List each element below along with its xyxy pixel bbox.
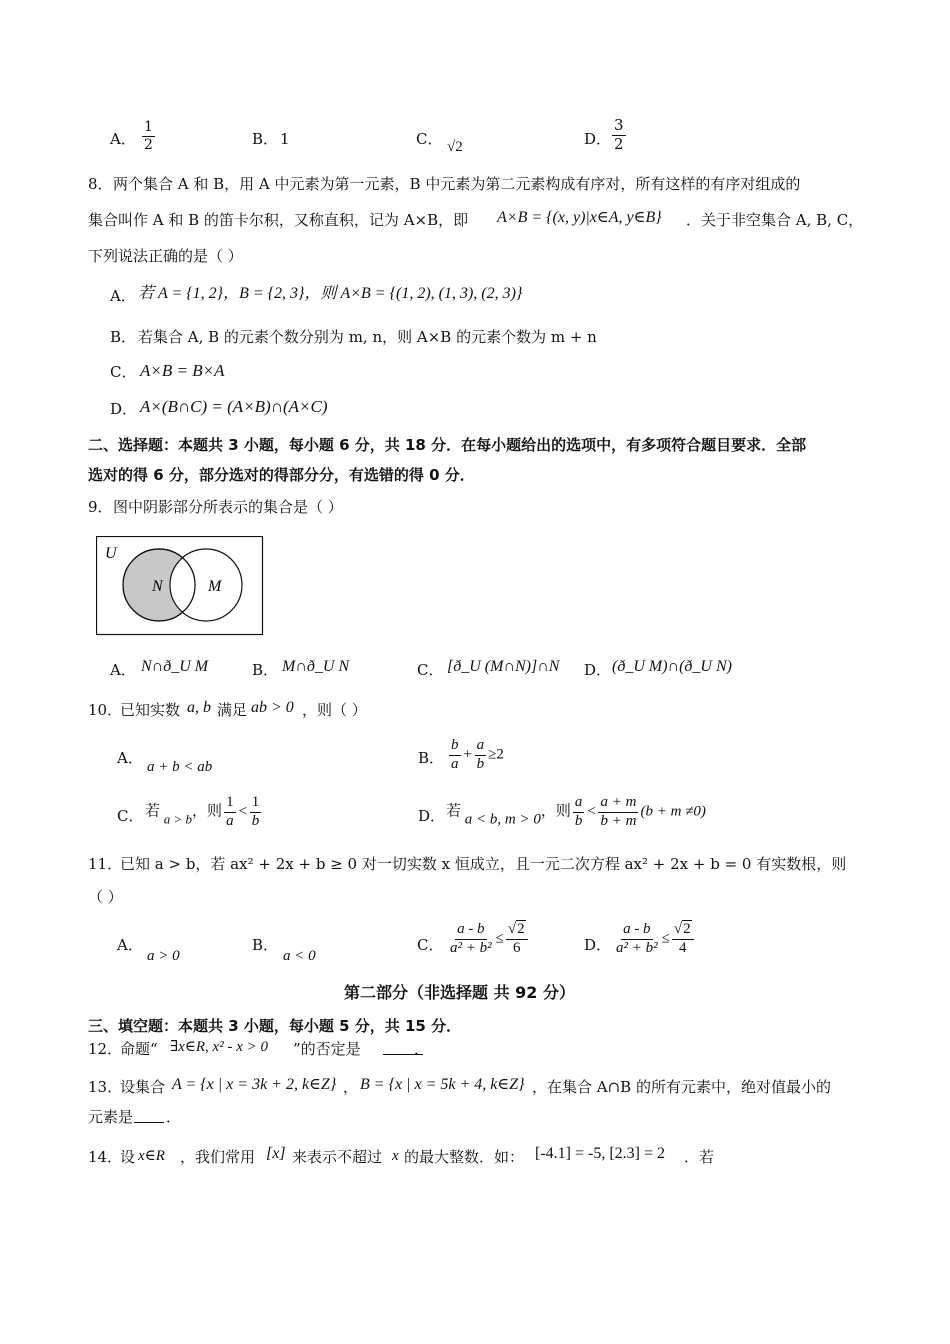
q9-option-d-text: (ð_U M)∩(ð_U N) <box>612 658 732 675</box>
q8-option-c-label: C． <box>110 363 137 381</box>
section2-line1: 二、选择题：本题共 3 小题，每小题 6 分，共 18 分．在每小题给出的选项中，有多项符合题目要求．全部 <box>88 436 807 454</box>
q7-option-c-label: C． <box>416 130 443 148</box>
q8-option-b-text: 若集合 A, B 的元素个数分别为 m, n，则 A×B 的元素个数为 m + n <box>138 328 597 346</box>
q11-number: 11． <box>88 855 123 873</box>
q14-condition: x∈R <box>138 1148 165 1164</box>
q9-number: 9． <box>88 498 113 516</box>
q7-option-c-value: √2 <box>447 139 463 155</box>
q11-option-a-text: a > 0 <box>147 948 180 964</box>
q10-option-c-text: 若 a > b，则 $\frac{1}{a}$ < $\frac{1}{b}$ <box>145 794 260 829</box>
q8-option-d-label: D． <box>110 400 138 418</box>
q8-line2-text: 集合叫作 A 和 B 的笛卡尔积，又称直积，记为 A×B，即 <box>88 211 469 229</box>
q11-option-b-text: a < 0 <box>283 948 316 964</box>
q10-text-a: 已知实数 <box>120 701 181 719</box>
q12-number: 12． <box>88 1040 123 1058</box>
q13-line2: 元素是 <box>88 1108 134 1126</box>
q7-option-a-value: $\frac{1}{2}$ <box>144 119 153 153</box>
section3-title: 三、填空题：本题共 3 小题，每小题 5 分，共 15 分． <box>88 1017 462 1035</box>
q7-option-b-value: 1 <box>280 130 290 148</box>
q10-option-d-label: D． <box>418 807 446 825</box>
q7-option-d-label: D． <box>584 130 612 148</box>
q14-text-a: 设 <box>120 1148 136 1166</box>
venn-diagram <box>96 536 264 636</box>
q13-set-a: A = {x | x = 3k + 2, k∈Z} <box>172 1076 337 1093</box>
q8-line2-tail: ．关于非空集合 A, B, C， <box>686 211 864 229</box>
q9-option-b-text: M∩ð_U N <box>282 658 350 675</box>
q9-option-a-label: A． <box>110 661 136 679</box>
q14-example: [-4.1] = -5, [2.3] = 2 <box>535 1145 666 1162</box>
q11-option-d-label: D． <box>584 936 612 954</box>
q10-number: 10． <box>88 701 123 719</box>
part2-title: 第二部分（非选择题 共 92 分） <box>344 983 575 1002</box>
section2-line2: 选对的得 6 分，部分选对的得部分分，有选错的得 0 分． <box>88 466 475 484</box>
q13-text-b: ，在集合 A∩B 的所有元素中，绝对值最小的 <box>532 1078 831 1096</box>
q12-formula: ∃x∈R, x² - x > 0 <box>170 1039 268 1055</box>
q14-text-d: 的最大整数．如： <box>404 1148 525 1166</box>
q10-option-b-text: $\frac{b}{a}$ + $\frac{a}{b}$ ≥2 <box>451 737 504 772</box>
q8-cartesian-formula: A×B = {(x, y)|x∈A, y∈B} <box>497 209 662 226</box>
q13-end: ． <box>166 1108 182 1126</box>
q14-text-c: 来表示不超过 <box>292 1148 383 1166</box>
q12-text-a: 命题“ <box>120 1040 158 1058</box>
q10-text-b: 满足 <box>217 701 248 719</box>
q11-text: 已知 a > b，若 ax² + 2x + b ≥ 0 对一切实数 x 恒成立，且一元二次方程 ax² + 2x + b = 0 有实数根，则 <box>120 855 847 873</box>
q11-option-c-text: $\frac{a - b}{\text{a² + b²}}$ ≤ $\frac{√2}{6}$ <box>446 922 530 957</box>
q14-bracket: [x] <box>266 1145 286 1162</box>
q12-text-b: ”的否定是 <box>293 1040 361 1058</box>
q8-option-d-text: A×(B∩C) = (A×B)∩(A×C) <box>140 397 328 416</box>
q8-option-a-label: A． <box>110 287 136 305</box>
q10-option-a-label: A． <box>117 749 143 767</box>
q10-option-c-label: C． <box>117 807 144 825</box>
q9-option-d-label: D． <box>584 661 612 679</box>
q8-line1: 两个集合 A 和 B，用 A 中元素为第一元素，B 中元素为第二元素构成有序对，所有这样的有序对组成的 <box>113 175 801 193</box>
q10-option-d-text: 若 a < b, m > 0，则 $\frac{a}{b}$ < $\frac{a + m}{b + m}$ (b + m ≠0) <box>446 794 706 829</box>
q9-text: 图中阴影部分所表示的集合是（ ） <box>113 498 343 516</box>
set-m-label: M <box>208 578 222 595</box>
q13-number: 13． <box>88 1078 123 1096</box>
q10-option-a-text: a + b < ab <box>147 759 213 775</box>
q11-option-a-label: A． <box>117 936 143 954</box>
q13-text-a: 设集合 <box>120 1078 166 1096</box>
q10-condition: ab > 0 <box>251 699 294 716</box>
q12-end: ． <box>414 1040 430 1058</box>
q13-sep: ， <box>343 1078 359 1096</box>
q7-option-a-label: A． <box>110 130 136 148</box>
q14-text-e: ．若 <box>684 1148 715 1166</box>
universe-label: U <box>105 545 117 562</box>
q14-var: x <box>392 1148 399 1164</box>
q7-option-b-label: B． <box>252 130 279 148</box>
q10-vars: a, b <box>187 699 211 716</box>
q13-answer-blank <box>134 1110 164 1126</box>
q14-text-b: ，我们常用 <box>180 1148 256 1166</box>
q8-option-b-label: B． <box>110 328 137 346</box>
q8-option-a-text: 若 A = {1, 2}，B = {2, 3}，则 A×B = {(1, 2), (1, 3), (2, 3)} <box>138 285 523 302</box>
q13-set-b: B = {x | x = 5k + 4, k∈Z} <box>360 1076 525 1093</box>
q8-number: 8． <box>88 175 113 193</box>
q9-option-c-text: [ð_U (M∩N)]∩N <box>447 658 560 675</box>
q9-option-c-label: C． <box>417 661 444 679</box>
q8-line3: 下列说法正确的是（ ） <box>88 247 243 265</box>
q9-option-b-label: B． <box>252 661 279 679</box>
q9-option-a-text: N∩ð_U M <box>141 658 209 675</box>
set-n-label: N <box>152 578 163 595</box>
q14-number: 14． <box>88 1148 123 1166</box>
q11-paren: （ ） <box>88 888 123 906</box>
q11-option-b-label: B． <box>252 936 279 954</box>
q8-option-c-text: A×B = B×A <box>140 361 225 380</box>
q7-option-d-value: $\frac{3}{2}$ <box>614 116 624 153</box>
q10-option-b-label: B． <box>418 749 445 767</box>
q10-text-c: ，则（ ） <box>302 701 367 719</box>
q11-option-c-label: C． <box>417 936 444 954</box>
q11-option-d-text: $\frac{a - b}{\text{a² + b²}}$ ≤ $\frac{√2}{4}$ <box>612 922 696 957</box>
